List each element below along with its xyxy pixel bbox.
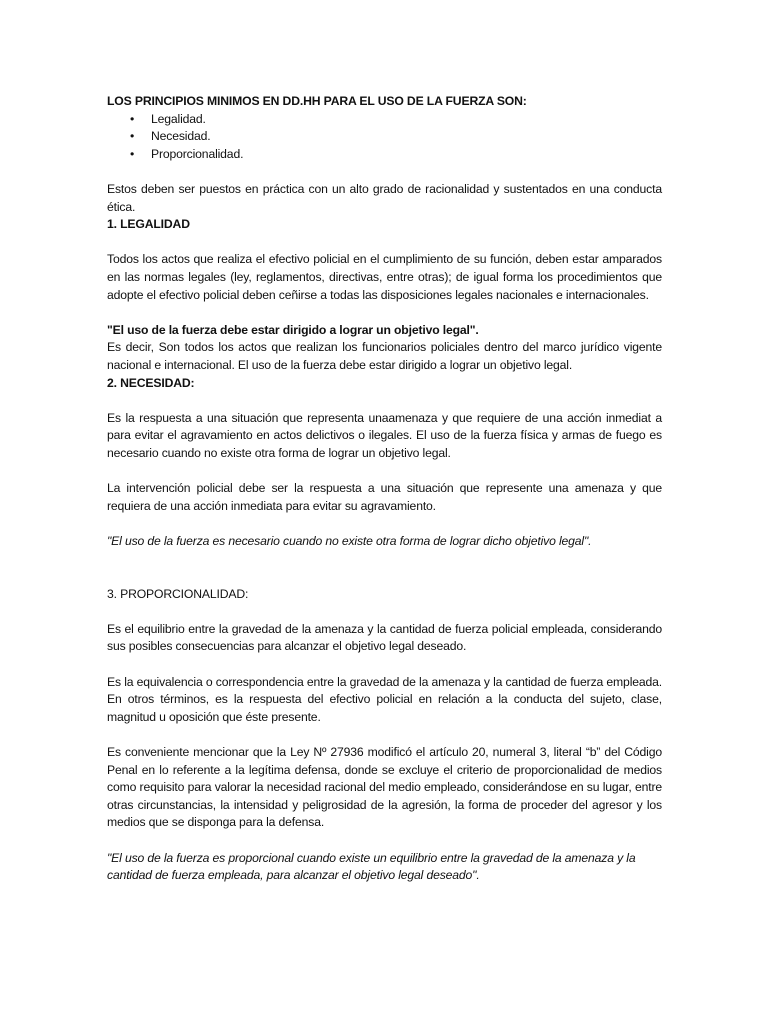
legalidad-paragraph-2: Es decir, Son todos los actos que realizan los funcionarios policiales dentro del marco jurídico vigente nacional e internacional. El uso de la fuerza debe estar dirigido a lograr un objetivo legal. (107, 340, 662, 372)
proporcionalidad-paragraph-1: Es el equilibrio entre la gravedad de la amenaza y la cantidad de fuerza policial empleada, considerando sus posibles consecuencias para alcanzar el objetivo legal deseado. (107, 621, 662, 654)
list-item-text: Necesidad. (151, 129, 211, 144)
proporcionalidad-paragraph-3: Es conveniente mencionar que la Ley Nº 27936 modificó el artículo 20, numeral 3, literal “b” del Código Penal en lo referente a la legítima defensa, donde se excluye el criterio de proporcionalidad de medios como requisito para valorar la necesidad racional del medio empleado, considerándose en su lugar, entre otras circunstancias, la intensidad y peligrosidad de la agresión, la forma de proceder del agresor y los medios que se disponga para la defensa. (107, 744, 662, 830)
document-title: LOS PRINCIPIOS MINIMOS EN DD.HH PARA EL USO DE LA FUERZA SON: (107, 94, 527, 108)
list-item (130, 128, 662, 146)
principles-list (107, 111, 662, 164)
legalidad-quote: "El uso de la fuerza debe estar dirigido a lograr un objetivo legal". (107, 322, 479, 337)
section-heading-necesidad: 2. NECESIDAD: (107, 375, 195, 390)
bullet-icon: • (130, 129, 135, 144)
proporcionalidad-quote: "El uso de la fuerza es proporcional cuando existe un equilibrio entre la gravedad de la amenaza y la cantidad de fuerza empleada, para alcanzar el objetivo legal deseado". (107, 850, 636, 883)
proporcionalidad-paragraph-2: Es la equivalencia o correspondencia entre la gravedad de la amenaza y la cantidad de fuerza empleada. En otros términos, es la respuesta del efectivo policial en relación a la conducta del sujeto, clase, magnitud u oposición que éste presente. (107, 674, 662, 724)
list-item (130, 146, 662, 164)
list-item-text: Legalidad. (151, 111, 206, 126)
necesidad-paragraph-2: La intervención policial debe ser la respuesta a una situación que represente una amenaza y que requiera de una acción inmediata para evitar su agravamiento. (107, 481, 662, 513)
legalidad-paragraph-1: Todos los actos que realiza el efectivo policial en el cumplimiento de su función, deben estar amparados en las normas legales (ley, reglamentos, directivas, entre otras); de igual forma los procedimientos que adopte el efectivo policial deben ceñirse a todas las disposiciones legales nacionales e internacionales. (107, 252, 662, 302)
blank-line (107, 550, 662, 568)
list-item (130, 111, 662, 129)
necesidad-paragraph-1: Es la respuesta a una situación que representa unaamenaza y que requiere de una acción inmediat a para evitar el agravamiento en actos delictivos o ilegales. El uso de la fuerza física y armas de fuego es necesario cuando no existe otra forma de lograr un objetivo legal. (107, 410, 662, 460)
bullet-icon: • (130, 111, 135, 126)
section-heading-proporcionalidad: 3. PROPORCIONALIDAD: (107, 586, 249, 601)
document-page (107, 93, 662, 885)
necesidad-quote: "El uso de la fuerza es necesario cuando no existe otra forma de lograr dicho objetivo legal". (107, 533, 592, 548)
list-item-text: Proporcionalidad. (151, 146, 244, 161)
intro-paragraph: Estos deben ser puestos en práctica con un alto grado de racionalidad y sustentados en una conducta ética. (107, 181, 662, 214)
section-heading-legalidad: 1. LEGALIDAD (107, 217, 190, 232)
bullet-icon: • (130, 146, 135, 161)
